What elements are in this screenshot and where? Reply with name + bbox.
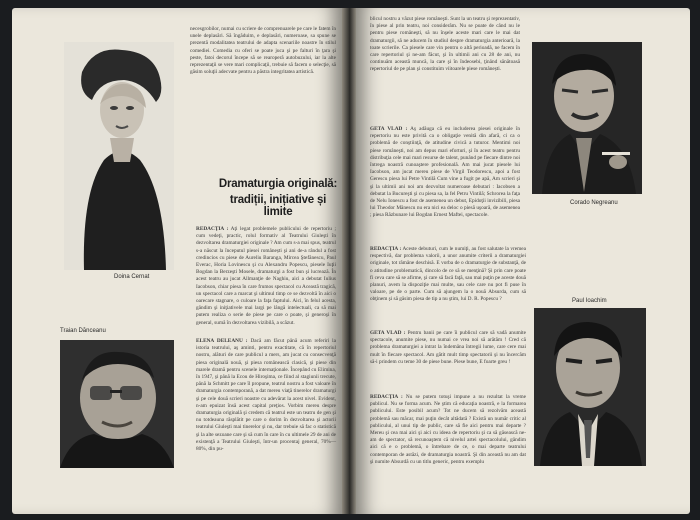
caption-paul-ioachim: Paul Ioachim [572,298,607,304]
photo-traian-danceanu [60,340,174,468]
right-paragraph-redactia-2 [370,394,526,466]
portrait-man-glasses-illustration [60,340,174,468]
speaker-label: GETA VLAD : [370,126,408,132]
speaker-label: REDACŢIA : [370,394,403,400]
right-paragraph-redactia-1 [370,246,526,304]
paragraph-text: Aş adăuga că eu includerea piesei originale în repertoriu nu este privită ca o obligaţie venită din afară, ci ca o problemă de conştiinţă, de atitudine civică a tuturor. Mentimi noi piese româneşti, noi am depus mari eforturi, şi în acest teatru pentru distribuţia cele mai mari resurse de talent, punând pe fiecare dintre noi întrega noastră cunoaştere profesională. Am mai jucat piesele lui Iacobson, am jucat mereu piese de Virgil Teodorescu, apoi a fost Gerescu piesa lui Petre Vintilă Cum vine a fugit pe apă, Am scrieri şi şi la ultimii ani noi am dezvoltat numeroase debutari : Iacobsen a debutat la Bucureşti şi cu piesa sa, la fel Petru Vintilă; Schrorea la faţa de Nelu Ionescu a fost de asemenea un debut, Epidoţii invizibili, piesa lui Theodor Mănescu nu era nici ea deloc o piesă uşoară, de asemenea ; piesa Răzbunare lui Bogdan Ernest Maftei, spectacole. [370,126,520,219]
article-title [214,178,342,218]
portrait-man-cigarette-illustration [532,42,642,194]
paragraph-text: Aceste debuturi, cum le numiţi, au fost salutate la vremea respectivă, dar problema valorii, a unor anumite criterii a dramaturgiei originale, tot rămâne deschisă. E vorba de o dramaturgie de substanţă, de o atitudine problematică, dincolo de ce să se menţină? Şi prin care poate fi ceva care să se afirme, şi care să facă faţă, sau mai puţin pe aceste două planuri, avem la dispoziţie mai multe, sau cele care nu pot fi puse în valoare, pe de o parte. Cum să ajungem la o nouă Absurda, cum să obţinem şi să găsim piesa de tip a nu ştim, lui D. R. Popescu ? [370,246,526,303]
paragraph-text: Nu se putem totuşi impune a nu rezultat la vreme publicul. Nu se forma acum. Ne ştim că educaţia noastră, e la formarea publicului. Este posibil acum? Tot ne ducem să rezolvăm această problemă sau măcar, mai puţin decât altădată ? Există un număr critic al publicului, al unui tip de public, care să fie aici pentru mai departe ? Mereu şi cea mai aici şi aici cu ideea de repertoriu şi ca să găsească ne-am de spectator, să recunoaştem că nivelul artei spectacolului, gândim aici că e o problemă, o întrebare de ce, o mai departe teatrului contemporan de astăzi, de dramaturgia noastră. Şi din această nu am dat şi numite Absurdă cu un titlu generic, pentru exemplu [370,394,526,465]
left-paragraph-redactia [196,226,336,327]
portrait-woman-illustration [64,42,174,270]
book-gutter [342,8,356,514]
left-column-top: necesgrobilor, numai cu scriere de comprenuarele pe care le fatem în unele deplasări. Să îngăduim, e deplasări, numeroase, sa spune se prezentă modalitatea teatrului de adapta scenariile noastre în stilul comediei. Comedia cu oferi se poate juca şi pe falturi în ţara şi peste, fatoi decorul începe să se rearoperă autobuzului, iar la alte reprezentaţii se vere mari complicaţii, trebuie să facem o selecţie, să găsim soluţii adecvate pentru a păstra integritatea artistică. [190,26,336,76]
paragraph-text: Pentru banii pe care îi publicul care să vadă anumite spectacole, anumite piese, nu numai ce vrea noi să arătăm ! Cred că problema dramaturgiei a intrat la îndemâna întregii lume, care cere mai mult în fiecare spectacol. Am gătit mult timp spectatorii şi nu încercăm să-i prindem cu teme 30 de piese bune. Piese bune, E foarte greu ! [370,330,527,365]
paragraph-text: Aţi legat problemele publicului de repertoriu ; cum vedeţi, practic, rolul formativ al Teatrului Giuleşti în dezvoltarea dramaturgiei originale ? Am cum s-a mai spus, teatrul s-a născut la începutul piesei românești şi ani de-a rândul a fost credincios cu piese de Aureliu Baranga, Mircea Ştefănescu, Paul Everac, Horia Lovinescu şi cu Alexandru Popescu, piesele Iuţii Bogdan la Berzeşti Mosele, dramaturgi a fost bun şi lucrează. În acest teatru au jucat Allmanţie de Naghiu, aici a debutat Iulius Iacobson, chiar piesa în care frumos spectacol cu Această tragică, un spectacol care a marcat şi ultimul timp ce se dezvoltă în aici o oarecare stagnare, o culoare la faţa faptului. Aici, în felul acesta, gândim şi iniţiativele mai largi pe lângă intelectuali, ca să mai putem realiza o serie de piese pe care o poate, şi generoşi în general, sumă în dezvoltarea vizibilă, a scăzut. [196,226,336,326]
right-paragraph-geta-vlad-1 [370,126,520,220]
right-column-top: blicul nostru a văzut piese româneşti. Sunt la un teatru şi reprezentativ, în piese al prin teatru, noi considerăm. Nu se poate de când nu le pentru piese româneşti, să nu înşele aceste mari care le mai dat dramaturgii, să ne aducem în studiul despre dramaturgia anterioară, la toate scrierile. Ca piesele care vin pentru o altă perioadă, ne facem în care repertoriul şi ne-am făcut, şi în ultimii ani cu 28 de ani, nu continuăm această muncă, la care şi în îndeosebi, ţinând sănătoasă repertoriul de pe plan şi constituim viitoarele piese românești. [370,16,520,73]
speaker-label: REDACŢIA : [196,226,229,232]
right-paragraph-geta-vlad-2 [370,330,526,366]
caption-doina-cernat: Doina Cernat [114,274,150,280]
speaker-label: ELENA DELEANU : [196,338,248,344]
left-page [12,8,342,514]
paragraph-text: Dacă am făcut până acum referiri la istoria teatrului, aş aminti, pentru exactitate, că în repertoriul nostru, alături de care publicul a mers, am jucat cu consecvenţă piesa originală nouă, şi piesa românească clasică, şi piese din marele dramă pentru scenele internaţionale. Începând cu Elimina, în 1947, şi până la Ecou de Hiroşima, ce fiind al stagiunii trecute, până la Schmitt pe care îl propune, teatrul nostru a fost valoare în dramaturgia contemporană, a dat mereu viaţă tinerelor dramaturgi şi pe cele două scrieri noastre cu adevărat la acest nivel. Evident, n-am epuizat însă acest capital preţios. Vorbim mereu despre dramaturgia originală şi credem că teatrul este un teatru de gen şi nu totdeauna răsplătit pe care o dorim în dezvoltarea şi actorii teatrului Giuleşti mai tinerelor şi nu, dar trebuie să fac o statistică şi la alte sezoane care şi să cum în care în cu ultimele 29 de ani de existenţă a Teatrului Giuleşti, într-un procentaj general, 70%—80%, din pu- [196,338,337,453]
article-title-line2: tradiții, inițiative și limite [229,194,327,218]
left-paragraph-elena-deleanu [196,338,336,453]
right-page [356,8,690,514]
caption-traian-danceanu: Traian Dănceanu [60,328,106,334]
portrait-man-tie-illustration [534,308,646,466]
photo-corado-negreanu [532,42,642,194]
speaker-label: GETA VLAD : [370,330,406,336]
caption-corado-negreanu: Corado Negreanu [570,200,618,206]
photo-paul-ioachim [534,308,646,466]
article-title-line1: Dramaturgia originală: [218,178,338,190]
photo-doina-cernat [64,42,174,270]
speaker-label: REDACŢIA : [370,246,402,252]
